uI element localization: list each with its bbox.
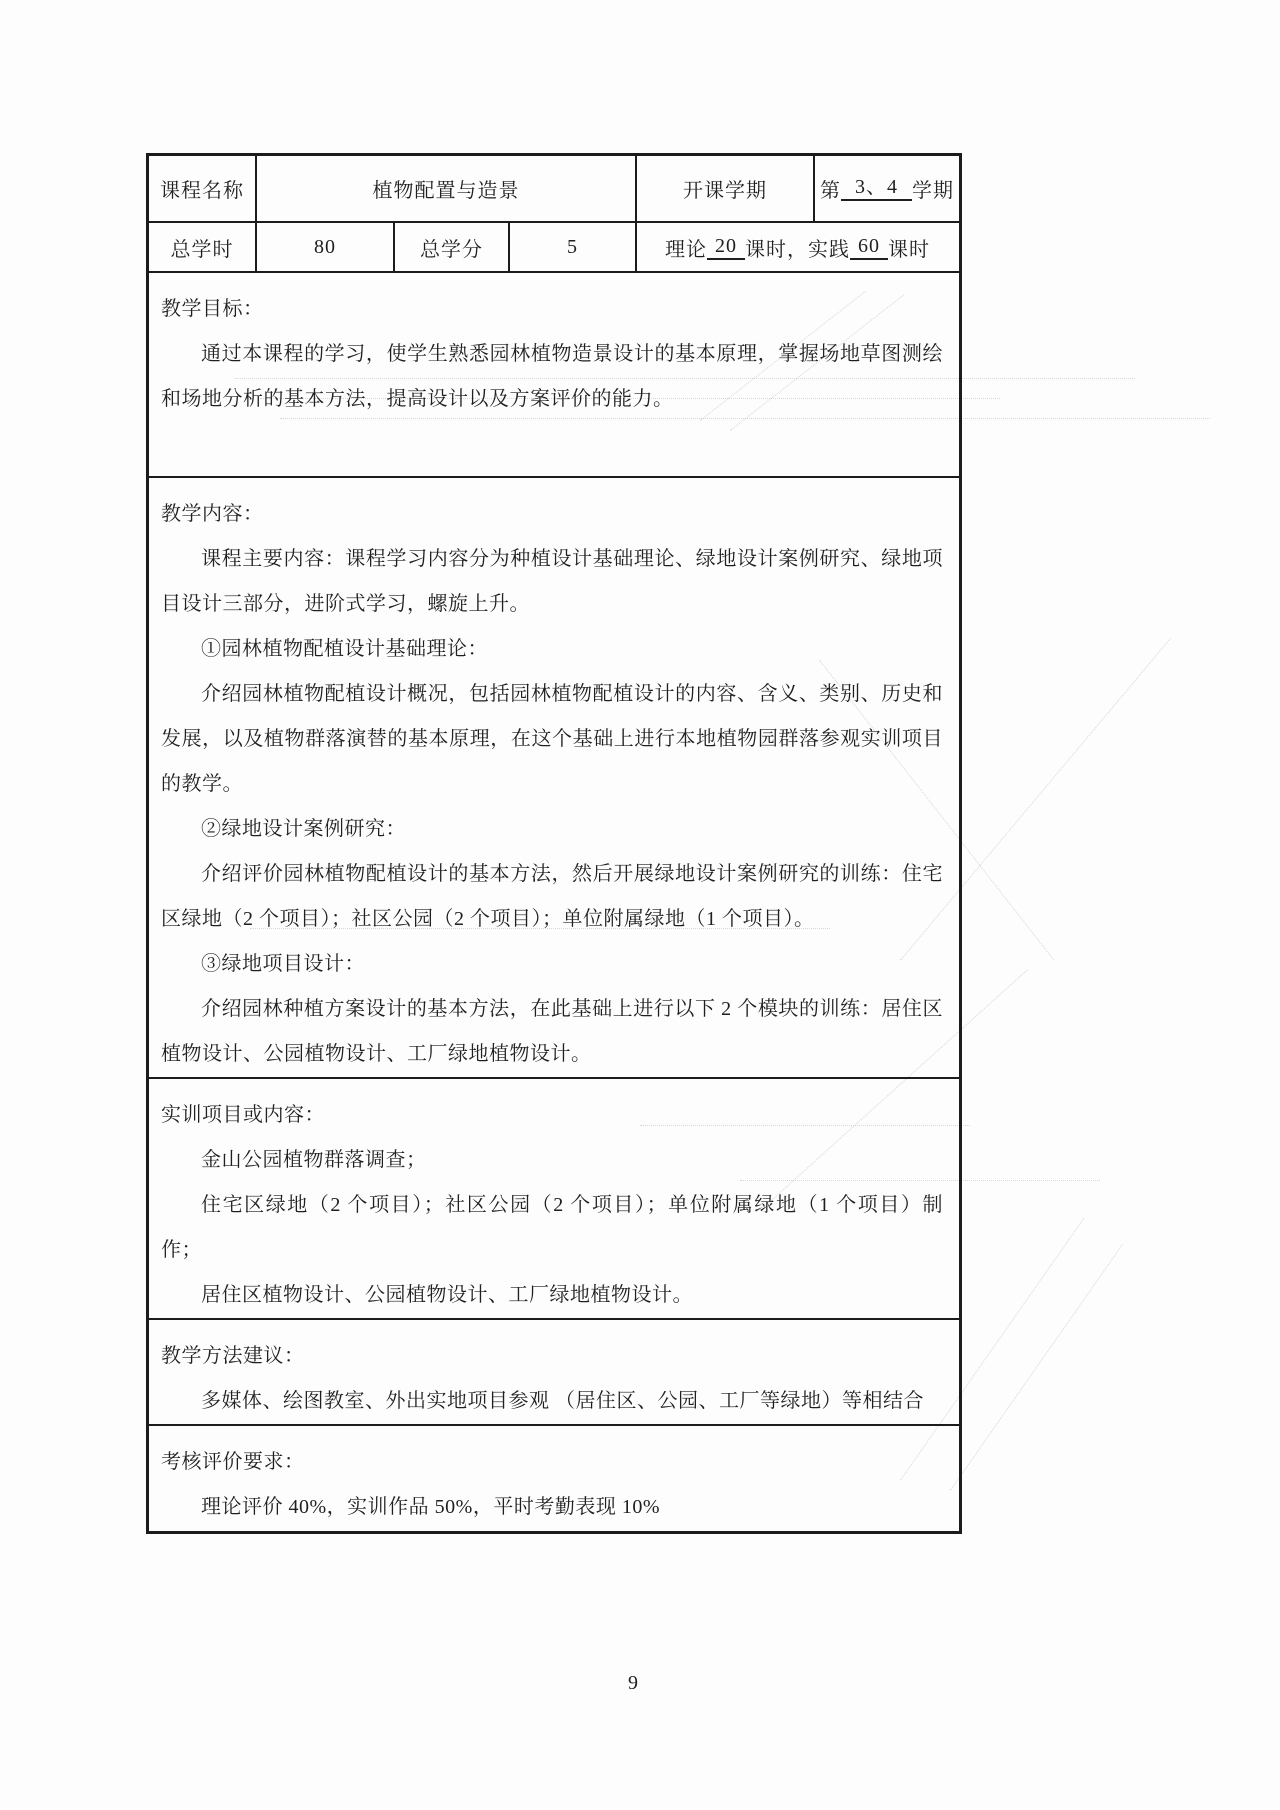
semester-number: 3、4	[841, 176, 912, 201]
page-number: 9	[628, 1672, 638, 1694]
section-assessment-requirements	[149, 1424, 959, 1531]
assessment-heading: 考核评价要求：	[161, 1451, 305, 1473]
teaching-content-paragraph: 介绍评价园林植物配植设计的基本方法，然后开展绿地设计案例研究的训练：住宅区绿地（2 个项目）；社区公园（2 个项目）；单位附属绿地（1 个项目）。	[161, 863, 943, 930]
theory-unit: 课时，	[745, 238, 808, 261]
teaching-content-paragraph: 课程主要内容：课程学习内容分为种植设计基础理论、绿地设计案例研究、绿地项目设计三部分，进阶式学习，螺旋上升。	[161, 548, 943, 615]
practice-projects-heading: 实训项目或内容：	[161, 1104, 325, 1126]
total-credits-value: 5	[508, 223, 635, 271]
hours-row	[149, 221, 959, 271]
course-name-value: 植物配置与造景	[255, 156, 635, 221]
hours-breakdown	[635, 223, 959, 271]
section-practice-projects	[149, 1077, 959, 1318]
total-credits-label: 总学分	[393, 223, 508, 271]
section-teaching-goals	[149, 271, 959, 476]
scan-artifact	[950, 1244, 1123, 1490]
practice-unit: 课时	[888, 238, 930, 261]
theory-label: 理论	[665, 238, 707, 261]
total-hours-value: 80	[255, 223, 393, 271]
teaching-content-item-3: ③绿地项目设计：	[201, 953, 365, 975]
practice-projects-item: 居住区植物设计、公园植物设计、工厂绿地植物设计。	[201, 1284, 693, 1306]
semester-suffix: 学期	[912, 180, 954, 202]
practice-projects-item: 金山公园植物群落调查；	[201, 1149, 427, 1171]
teaching-content-item-2: ②绿地设计案例研究：	[201, 818, 406, 840]
practice-hours-value: 60	[850, 235, 888, 260]
section-teaching-content	[149, 476, 959, 1077]
teaching-goals-paragraph: 通过本课程的学习，使学生熟悉园林植物造景设计的基本原理，掌握场地草图测绘和场地分析的基本方法，提高设计以及方案评价的能力。	[161, 343, 943, 410]
semester-label: 开课学期	[635, 156, 813, 221]
teaching-content-heading: 教学内容：	[161, 503, 264, 525]
course-name-label: 课程名称	[160, 180, 244, 202]
assessment-paragraph: 理论评价 40%，实训作品 50%，平时考勤表现 10%	[201, 1496, 660, 1518]
course-name-row	[149, 156, 959, 221]
semester-value	[813, 156, 959, 221]
total-hours-label: 总学时	[170, 238, 234, 261]
section-teaching-methods	[149, 1318, 959, 1424]
teaching-goals-heading: 教学目标：	[161, 298, 264, 320]
practice-projects-item: 住宅区绿地（2 个项目）；社区公园（2 个项目）；单位附属绿地（1 个项目）制作；	[161, 1194, 943, 1261]
teaching-methods-heading: 教学方法建议：	[161, 1345, 305, 1367]
teaching-content-item-1: ①园林植物配植设计基础理论：	[201, 638, 488, 660]
theory-hours-value: 20	[707, 235, 745, 260]
teaching-content-paragraph: 介绍园林种植方案设计的基本方法，在此基础上进行以下 2 个模块的训练：居住区植物设计、公园植物设计、工厂绿地植物设计。	[161, 998, 943, 1065]
teaching-methods-paragraph: 多媒体、绘图教室、外出实地项目参观 （居住区、公园、工厂等绿地）等相结合	[201, 1390, 924, 1412]
teaching-content-paragraph: 介绍园林植物配植设计概况，包括园林植物配植设计的内容、含义、类别、历史和发展，以及植物群落演替的基本原理，在这个基础上进行本地植物园群落参观实训项目的教学。	[161, 683, 943, 795]
course-syllabus-table	[146, 153, 962, 1534]
practice-label: 实践	[808, 238, 850, 261]
semester-prefix: 第	[820, 180, 841, 202]
